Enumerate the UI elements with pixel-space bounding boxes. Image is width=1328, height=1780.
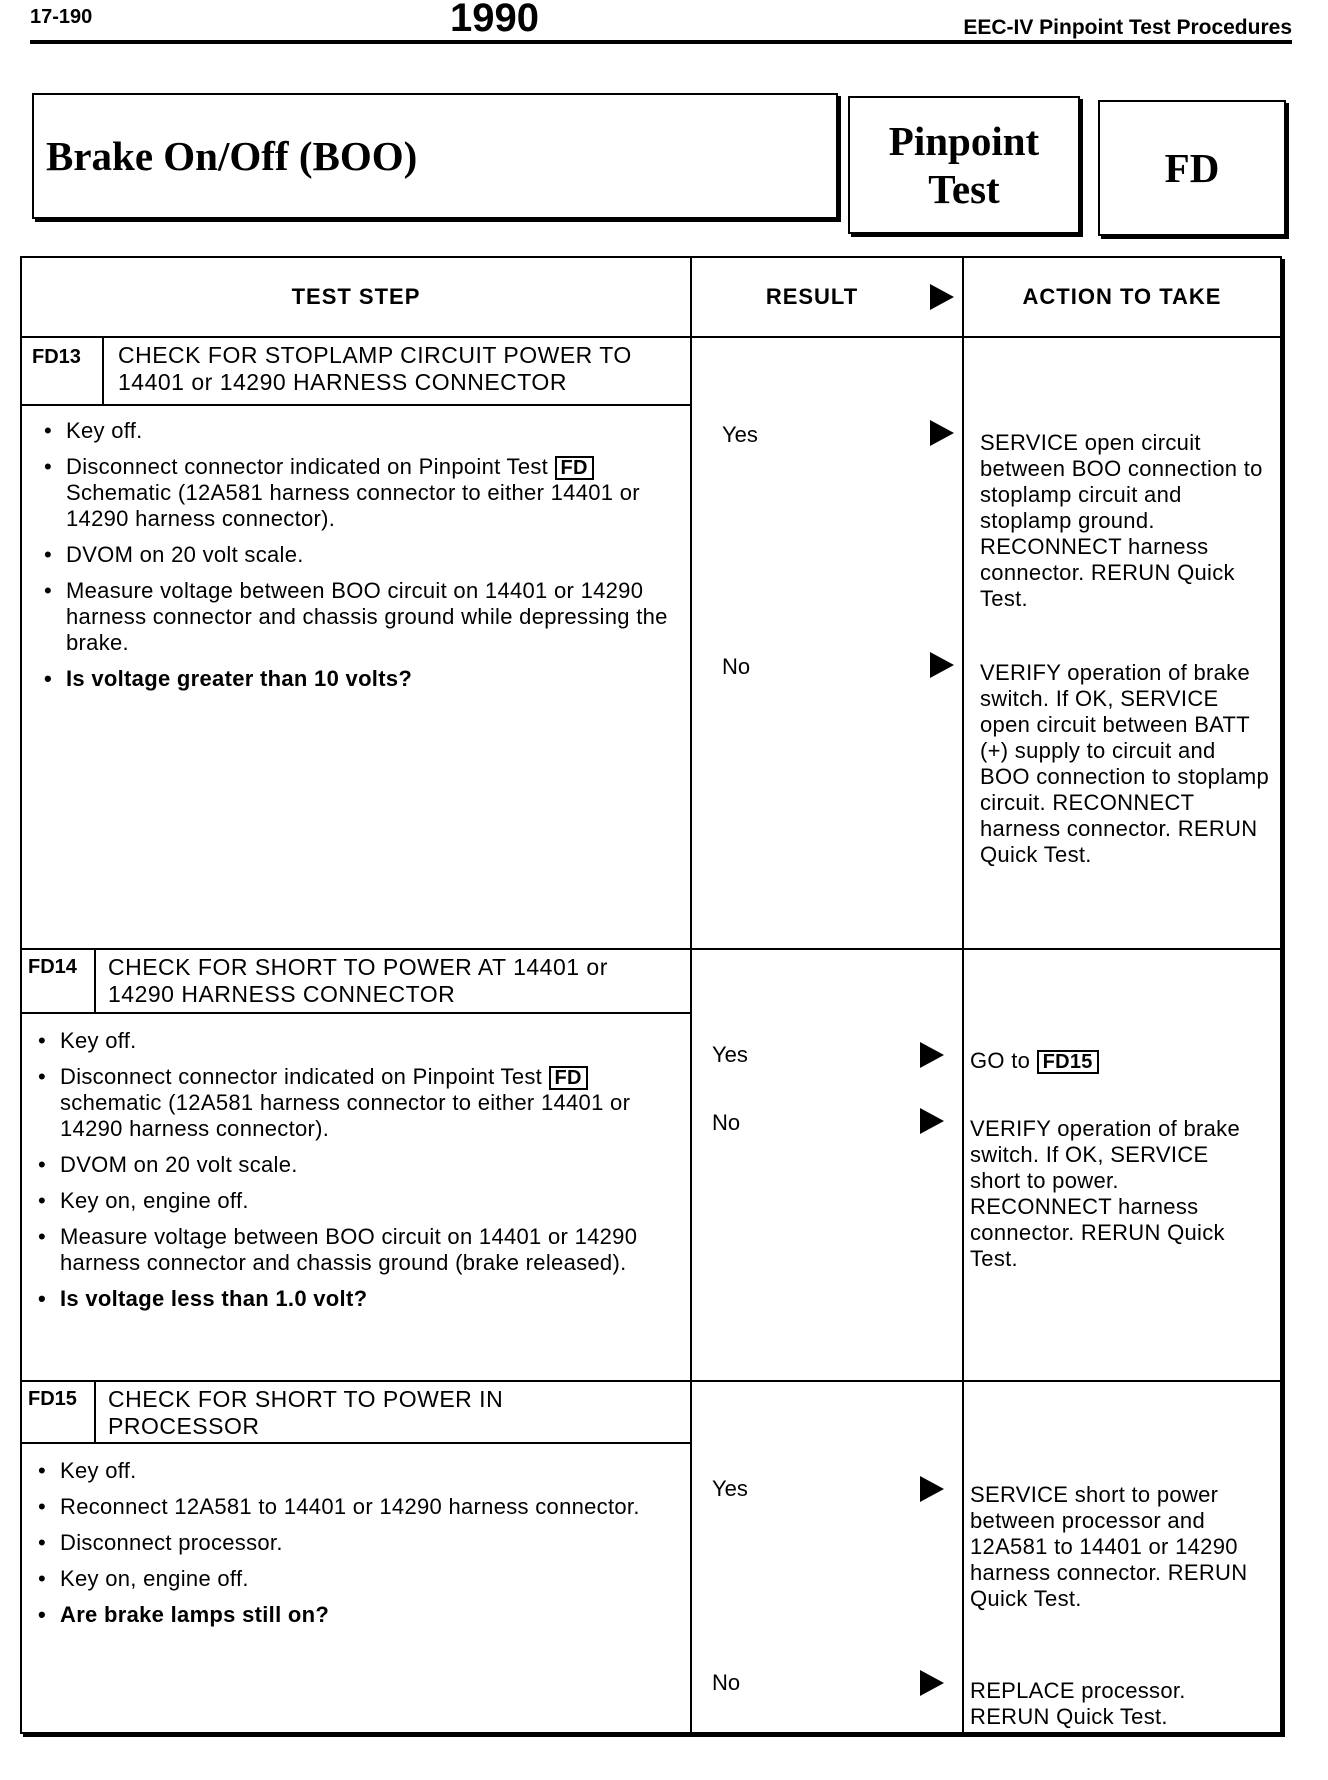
result-arrow-icon bbox=[930, 420, 954, 446]
result-arrow-icon bbox=[930, 652, 954, 678]
result-label: No bbox=[712, 1670, 741, 1695]
bullet: • Disconnect connector indicated on Pinpoint Test FD schematic (12A581 harness connector to either 14401 or 14290 harness connector). bbox=[36, 1064, 672, 1142]
bullet: • Measure voltage between BOO circuit on 14401 or 14290 harness connector and chassis ground while depressing the brake. bbox=[42, 578, 672, 656]
result-label: Yes bbox=[712, 1476, 748, 1501]
action-text: VERIFY operation of brake switch. If OK, SERVICE short to power. RECONNECT harness connector. RERUN Quick Test. bbox=[970, 1116, 1241, 1271]
result-label: No bbox=[722, 654, 751, 679]
test-code: FD bbox=[1164, 145, 1220, 191]
result-arrow-icon bbox=[920, 1670, 944, 1696]
bullet: • Key off. bbox=[36, 1028, 672, 1054]
pinpoint-test-box bbox=[848, 96, 1080, 234]
bullet: • Key off. bbox=[42, 418, 672, 444]
goto-step-box: FD15 bbox=[1037, 1050, 1099, 1074]
step-id-divider bbox=[94, 1380, 96, 1442]
bullet: • DVOM on 20 volt scale. bbox=[36, 1152, 672, 1178]
test-code-box bbox=[1098, 100, 1286, 236]
step-id-divider bbox=[94, 948, 96, 1012]
step-title: CHECK FOR STOPLAMP CIRCUIT POWER TO 14401 or 14290 HARNESS CONNECTOR bbox=[118, 342, 632, 395]
result-label: Yes bbox=[712, 1042, 748, 1067]
bullet: • Key on, engine off. bbox=[36, 1188, 672, 1214]
step-id: FD14 bbox=[28, 956, 77, 978]
test-name-box bbox=[32, 93, 838, 219]
section-title: EEC-IV Pinpoint Test Procedures bbox=[963, 16, 1292, 39]
column-divider-result bbox=[690, 258, 692, 1732]
step-title: CHECK FOR SHORT TO POWER AT 14401 or 14290 HARNESS CONNECTOR bbox=[108, 954, 608, 1007]
bullet: • Disconnect connector indicated on Pinpoint Test FD Schematic (12A581 harness connector to either 14401 or 14290 harness connector). bbox=[42, 454, 672, 532]
action-text: SERVICE short to power between processor and 12A581 to 14401 or 14290 harness connector. RERUN Quick Test. bbox=[970, 1482, 1248, 1611]
step-title-rule bbox=[22, 404, 690, 406]
bullet: • Key off. bbox=[36, 1458, 672, 1484]
test-name: Brake On/Off (BOO) bbox=[46, 133, 418, 179]
step-title-rule bbox=[22, 1012, 690, 1014]
step-rule bbox=[22, 948, 1280, 950]
page-number: 17-190 bbox=[30, 6, 93, 28]
result-arrow-icon bbox=[920, 1042, 944, 1068]
header-rule-bottom bbox=[22, 336, 1280, 338]
column-divider-action bbox=[962, 258, 964, 1732]
step-rule bbox=[22, 1380, 1280, 1382]
bullet-question: • Is voltage less than 1.0 volt? bbox=[36, 1286, 672, 1312]
step-id: FD13 bbox=[32, 346, 81, 368]
column-header-result: RESULT bbox=[765, 284, 859, 309]
action-text: REPLACE processor. RERUN Quick Test. bbox=[970, 1678, 1186, 1729]
schematic-ref-box: FD bbox=[555, 456, 594, 480]
bullet: • Reconnect 12A581 to 14401 or 14290 harness connector. bbox=[36, 1494, 672, 1520]
result-arrow-icon bbox=[920, 1476, 944, 1502]
step-bullets bbox=[36, 1458, 672, 1638]
pinpoint-table bbox=[20, 256, 1282, 1734]
bullet: • DVOM on 20 volt scale. bbox=[42, 542, 672, 568]
header-arrow-icon bbox=[930, 284, 954, 310]
bullet-question: • Are brake lamps still on? bbox=[36, 1602, 672, 1628]
result-label: No bbox=[712, 1110, 741, 1135]
step-title-rule bbox=[22, 1442, 690, 1444]
step-bullets bbox=[42, 418, 672, 702]
column-header-action: ACTION TO TAKE bbox=[1022, 284, 1222, 309]
result-label: Yes bbox=[722, 422, 758, 447]
step-id-divider bbox=[102, 338, 104, 404]
pinpoint-test-label: Pinpoint Test bbox=[888, 118, 1040, 212]
action-text: GO to FD15 bbox=[970, 1048, 1260, 1074]
step-id: FD15 bbox=[28, 1388, 77, 1410]
action-text: SERVICE open circuit between BOO connection to stoplamp circuit and stoplamp ground. RECONNECT harness connector. RERUN Quick Test. bbox=[980, 430, 1263, 611]
step-bullets bbox=[36, 1028, 672, 1322]
model-year: 1990 bbox=[450, 0, 539, 40]
bullet: • Disconnect processor. bbox=[36, 1530, 672, 1556]
bullet: • Key on, engine off. bbox=[36, 1566, 672, 1592]
header-rule bbox=[30, 40, 1292, 44]
result-arrow-icon bbox=[920, 1108, 944, 1134]
column-header-test-step: TEST STEP bbox=[291, 284, 421, 309]
action-text: VERIFY operation of brake switch. If OK, SERVICE open circuit between BATT (+) supply to circuit and BOO connection to stoplamp circuit. RECONNECT harness connector. RERUN Quick Test. bbox=[980, 660, 1270, 867]
schematic-ref-box: FD bbox=[549, 1066, 588, 1090]
step-title: CHECK FOR SHORT TO POWER IN PROCESSOR bbox=[108, 1386, 504, 1439]
bullet-question: • Is voltage greater than 10 volts? bbox=[42, 666, 672, 692]
bullet: • Measure voltage between BOO circuit on 14401 or 14290 harness connector and chassis ground (brake released). bbox=[36, 1224, 672, 1276]
